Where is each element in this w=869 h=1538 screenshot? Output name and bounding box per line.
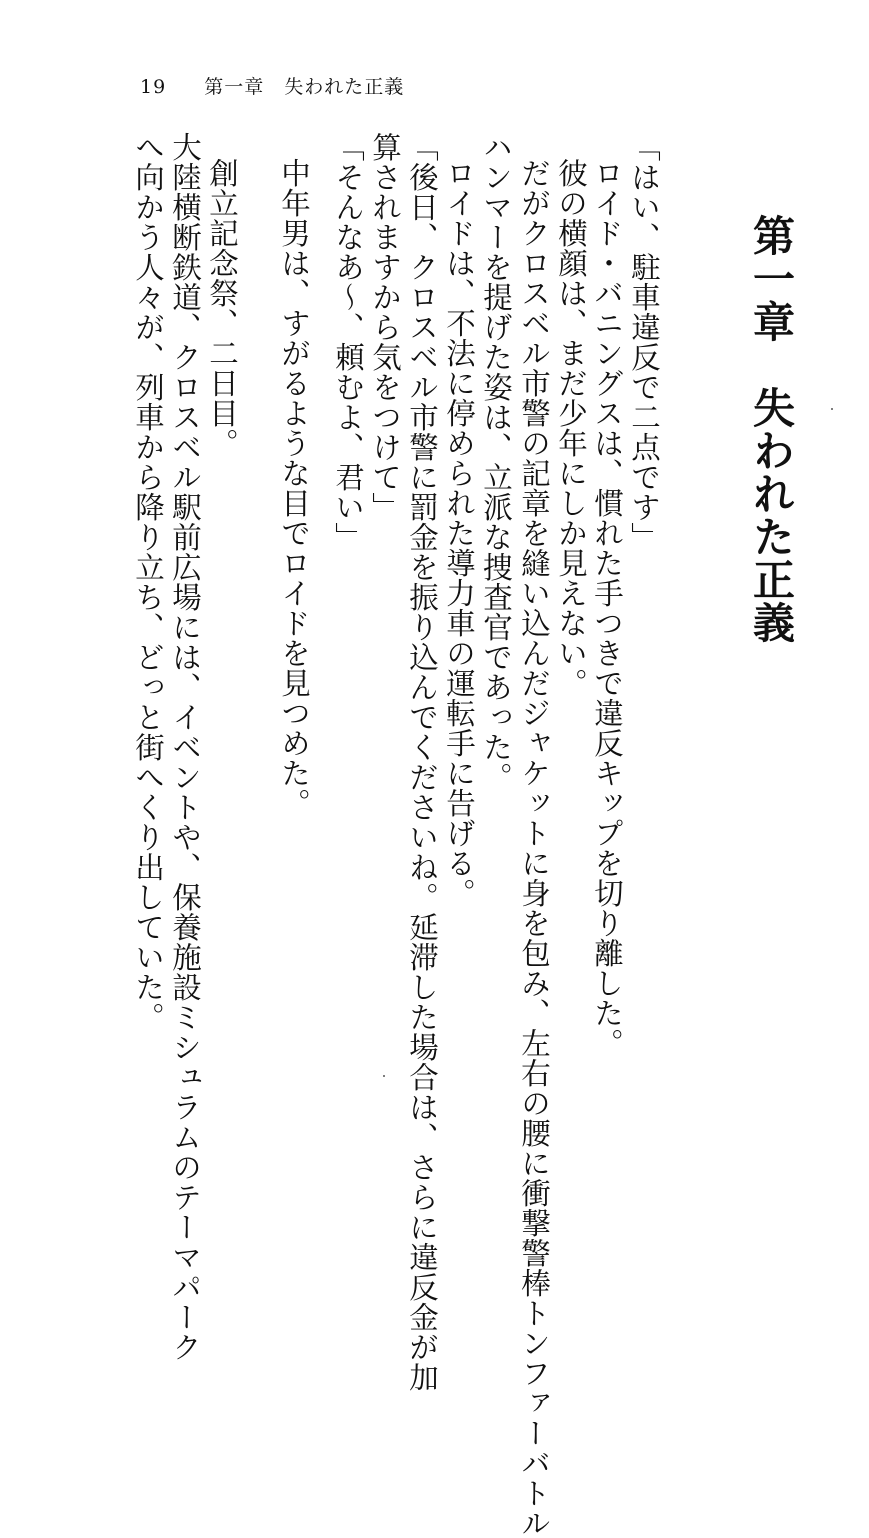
text-line-9: 「そんなあ～、頼むよ、君い」 (331, 132, 365, 552)
chapter-title: 第一章 失われた正義 (747, 214, 796, 644)
text-line-13: へ向かう人々が、列車から降り立ち、どっと街へくり出していた。 (131, 132, 165, 1032)
scan-speck (831, 408, 833, 410)
text-line-10: 中年男は、すがるような目でロイドを見つめた。 (277, 158, 311, 818)
running-head (140, 72, 404, 99)
scan-speck (383, 1075, 385, 1077)
text-line-4: だがクロスベル市警の記章を縫い込んだジャケットに身を包み、左右の腰に衝撃警棒トンファーバトル (517, 158, 551, 1538)
text-line-5: ハンマーを提げた姿は、立派な捜査官であった。 (479, 132, 513, 792)
text-line-8: 算されますから気をつけて」 (368, 132, 402, 522)
text-line-12: 大陸横断鉄道、クロスベル駅前広場には、イベントや、保養施設ミシュラムのテーマパーク (168, 132, 202, 1362)
text-line-3: 彼の横顔は、まだ少年にしか見えない。 (554, 158, 588, 698)
page-number: 19 (140, 76, 167, 98)
text-line-11: 創立記念祭、二日目。 (205, 158, 239, 458)
running-title: 第一章 失われた正義 (204, 76, 405, 98)
text-line-2: ロイド・バニングスは、慣れた手つきで違反キップを切り離した。 (590, 158, 624, 1058)
text-line-7: 「後日、クロスベル市警に罰金を振り込んでくださいね。延滞した場合は、さらに違反金が加 (405, 132, 439, 1392)
text-line-6: ロイドは、不法に停められた導力車の運転手に告げる。 (442, 158, 476, 908)
text-line-1: 「はい、駐車違反で二点です」 (627, 132, 661, 552)
